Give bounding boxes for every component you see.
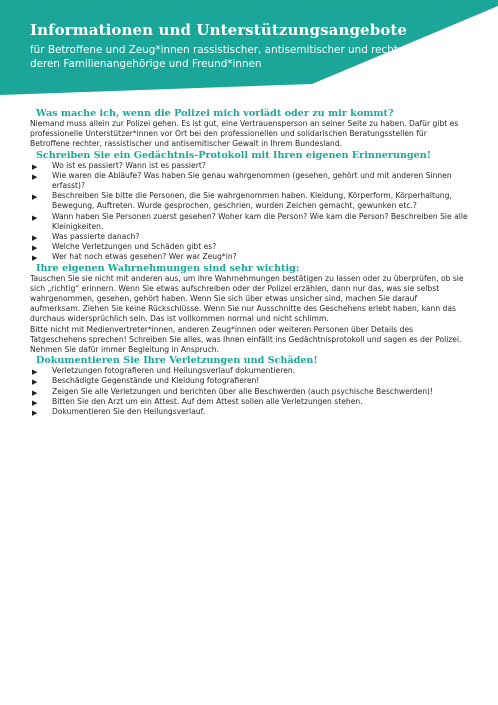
bullet-icon: ▶ — [32, 409, 38, 418]
list-item: ▶ Dokumentieren Sie den Heilungsverlauf. — [32, 407, 206, 418]
list-item: ▶ Beschädigte Gegenstände und Kleidung fotografieren! — [32, 376, 260, 387]
header-banner — [0, 0, 498, 95]
list-item: ▶ Verletzungen fotografieren und Heilungsverlauf dokumentieren. — [32, 366, 296, 377]
list-item: ▶ Welche Verletzungen und Schäden gibt es? — [32, 242, 217, 253]
bullet-icon: ▶ — [32, 213, 38, 222]
section-text-police: Niemand muss allein zur Polizei gehen. Es ist gut, eine Vertrauensperson an seiner Seite zu haben. Dafür gibt es professionelle Unterstützer*innen vor Ort bei den professionellen und solidarischen Beratungsstellen für Betroffene rechter, rassistischer und antisemitischer Gewalt in Ihrem Bundesland. — [30, 119, 459, 149]
memory-protocol-list — [30, 161, 468, 263]
bullet-icon: ▶ — [32, 162, 38, 171]
list-item: ▶ Wann haben Sie Personen zuerst gesehen? Woher kam die Person? Wie kam die Person? Beschreiben Sie alle Kleinigkeiten. — [32, 211, 468, 231]
section-text-perceptions: Tauschen Sie sie nicht mit anderen aus, um ihre Wahrnehmungen bestätigen zu lassen oder zu überprüfen, ob sie sich „richtig“ erinnern. Wenn Sie etwas aufschreiben oder der Polizei erzählen, dann nur das, was sie selbst wahrgenommen, gesehen, gehört haben. Wenn Sie sich über etwas unsicher sind, machen Sie darauf aufmerksam. Ziehen Sie keine Rückschlüsse. Wenn Sie nur Ausschnitte des Geschehens erlebt haben, kann das durchaus widersprüchlich sein. Das ist vollkommen normal und nicht schlimm. — [30, 273, 464, 324]
section-heading-perceptions: Ihre eigenen Wahrnehmungen sind sehr wichtig: — [36, 262, 300, 274]
bullet-icon: ▶ — [32, 378, 38, 387]
bullet-icon: ▶ — [32, 388, 38, 397]
bullet-icon: ▶ — [32, 193, 38, 202]
bullet-icon: ▶ — [32, 172, 38, 181]
main-content — [30, 108, 468, 417]
bullet-icon: ▶ — [32, 398, 38, 407]
list-item: ▶ Wer hat noch etwas gesehen? Wer war Zeug*in? — [32, 252, 237, 263]
list-item: ▶ Wo ist es passiert? Wann ist es passiert? — [32, 160, 206, 171]
list-item: ▶ Bitten Sie den Arzt um ein Attest. Auf dem Attest sollen alle Verletzungen stehen. — [32, 396, 363, 407]
bullet-icon: ▶ — [32, 234, 38, 243]
list-item: ▶ Zeigen Sie alle Verletzungen und berichten über alle Beschwerden (auch psychische Beschwerden)! — [32, 386, 434, 397]
bullet-icon: ▶ — [32, 244, 38, 253]
section-text-perceptions-media: Bitte nicht mit Medienvertreter*innen, anderen Zeug*innen oder weiteren Personen über Details des Tatgeschehens sprechen! Schreiben Sie alles, was Ihnen einfällt ins Gedächtnisprotokoll und sagen es der Polizei. Nehmen Sie dafür immer Begleitung in Anspruch. — [30, 324, 462, 355]
bullet-icon: ▶ — [32, 368, 38, 377]
document-injuries-list — [30, 366, 468, 417]
page-subtitle: für Betroffene und Zeug*innen rassistischer, antisemitischer und rechter Gewalt, deren Familienangehörige und Freund*innen — [30, 44, 452, 70]
bullet-icon: ▶ — [32, 254, 38, 263]
section-heading-memory-protocol: Schreiben Sie ein Gedächtnis-Protokoll mit Ihren eigenen Erinnerungen! — [36, 149, 431, 161]
list-item: ▶ Was passierte danach? — [32, 232, 140, 243]
page-title: Informationen und Unterstützungsangebote — [30, 21, 408, 39]
section-heading-police: Was mache ich, wenn die Polizei mich vorlädt oder zu mir kommt? — [36, 108, 394, 119]
list-item: ▶ Beschreiben Sie bitte die Personen, die Sie wahrgenommen haben. Kleidung, Körperform, Körperhaltung, Bewegung, Auftreten. Wurde gesprochen, geschrien, wurden Zeichen gemacht, gewunken etc.? — [32, 191, 452, 211]
section-heading-document-injuries: Dokumentieren Sie Ihre Verletzungen und Schäden! — [36, 355, 318, 367]
list-item: ▶ Wie waren die Abläufe? Was haben Sie genau wahrgenommen (gesehen, gehört und mit anderen Sinnen erfasst)? — [32, 170, 452, 191]
